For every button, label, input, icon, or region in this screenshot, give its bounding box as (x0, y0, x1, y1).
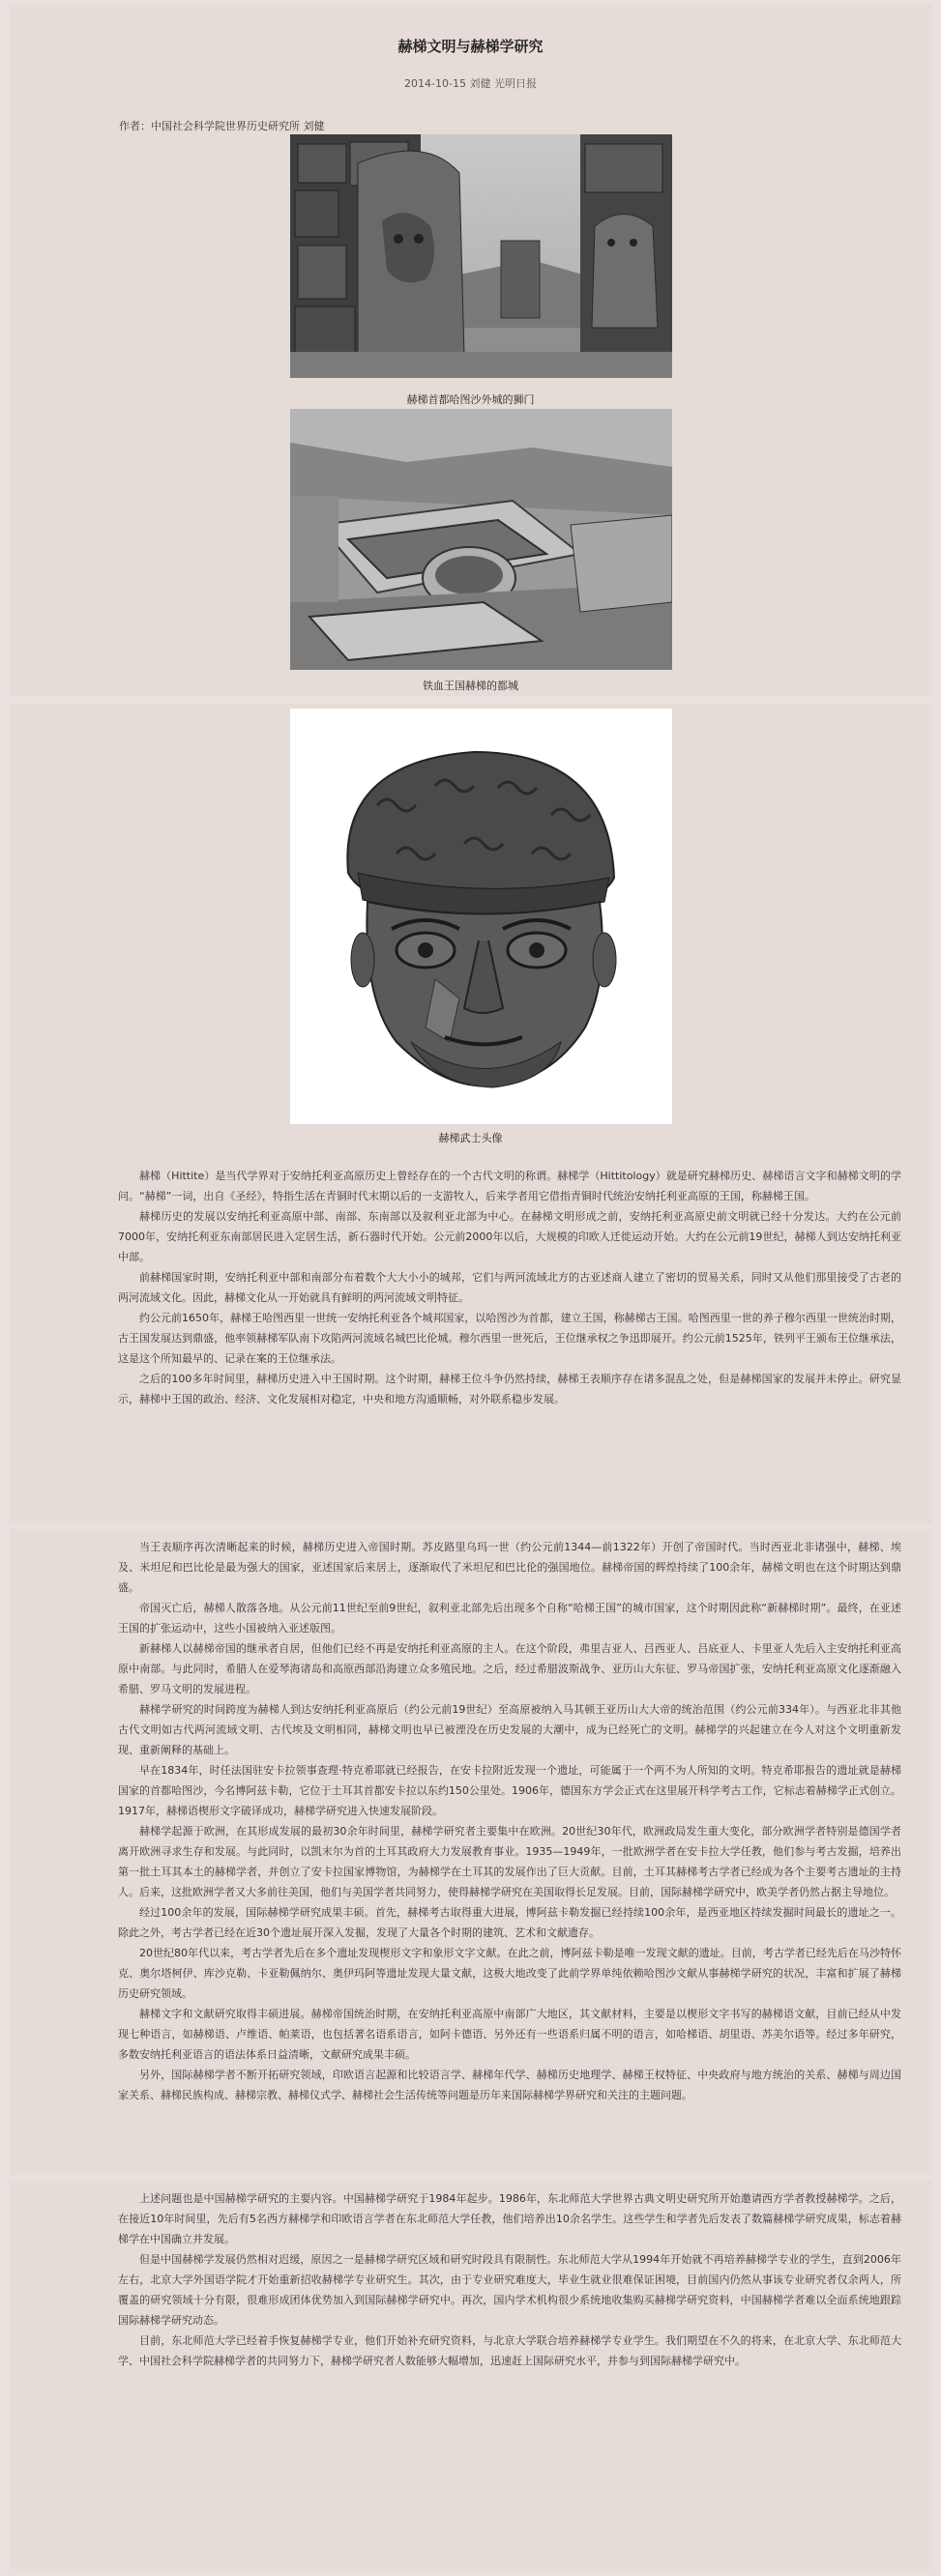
article-author: 作者：中国社会科学院世界历史研究所 刘健 (119, 120, 325, 132)
paragraph: 新赫梯人以赫梯帝国的继承者自居，但他们已经不再是安纳托利亚高原的主人。在这个阶段，弗里吉亚人、吕西亚人、吕底亚人、卡里亚人先后入主安纳托利亚高原中南部。与此同时，希腊人在爱琴海诸岛和高原西部沿海建立众多殖民地。之后，经过希腊波斯战争、亚历山大东征、罗马帝国扩张，安纳托利亚高原文化逐渐融入希腊、罗马文明的发展进程。 (118, 1642, 901, 1695)
article-section-3 (10, 2181, 931, 2569)
paragraph: 经过100余年的发展，国际赫梯学研究成果丰硕。首先，赫梯考古取得重大进展，博阿兹卡勒发掘已经持续100余年，是西亚地区持续发掘时间最长的遗址之一。除此之外，考古学者已经在近30个遗址展开深入发掘，发现了大量各个时期的建筑、艺术和文献遗存。 (118, 1906, 901, 1939)
paragraph: 赫梯历史的发展以安纳托利亚高原中部、南部、东南部以及叙利亚北部为中心。在赫梯文明形成之前，安纳托利亚高原史前文明就已经十分发达。大约在公元前7000年，安纳托利亚东南部居民进入定居生活，新石器时代开始。公元前2000年以后，大规模的印欧人迁徙运动开始。大约在公元前19世纪，赫梯人到达安纳托利亚中部。 (118, 1210, 901, 1263)
paragraph: 但是中国赫梯学发展仍然相对迟缓，原因之一是赫梯学研究区域和研究时段具有限制性。东北师范大学从1994年开始就不再培养赫梯学专业的学生，直到2006年左右，北京大学外国语学院才开始重新招收赫梯学专业研究生。其次，由于专业研究难度大，毕业生就业很难保证困境，目前国内仍然从事该专业研究者仅余两人，所覆盖的研究领域十分有限，很难形成团体优势加入到国际赫梯学研究中。再次，国内学术机构很少系统地收集购买赫梯学研究资料，中国赫梯学者难以全面系统地跟踪国际赫梯学研究动态。 (118, 2253, 901, 2327)
article-section-1 (10, 704, 931, 1523)
paragraph: 赫梯学研究的时间跨度为赫梯人到达安纳托利亚高原后（约公元前19世纪）至高原被纳入马其顿王亚历山大大帝的统治范围（约公元前334年）。与西亚北非其他古代文明如古代两河流域文明、古代埃及文明相同，赫梯文明也早已被湮没在历史发展的大潮中，成为已经死亡的文明。赫梯学的兴起建立在今人对这个文明重新发现、重新阐释的基础上。 (118, 1703, 901, 1756)
section-2-text (118, 1537, 901, 2105)
paragraph: 前赫梯国家时期，安纳托利亚中部和南部分布着数个大大小小的城邦，它们与两河流域北方的古亚述商人建立了密切的贸易关系，同时又从他们那里接受了古老的两河流域文化。因此，赫梯文化从一开始就具有鲜明的两河流域文明特征。 (118, 1271, 901, 1304)
paragraph: 当王表顺序再次清晰起来的时候，赫梯历史进入帝国时期。苏皮路里乌玛一世（约公元前1344—前1322年）开创了帝国时代。当时西亚北非诸强中，赫梯、埃及、米坦尼和巴比伦是最为强大的国家，亚述国家后来居上，逐渐取代了米坦尼和巴比伦的强国地位。赫梯帝国的辉煌持续了100余年，赫梯文明也在这个时期达到鼎盛。 (118, 1541, 901, 1594)
paragraph: 赫梯学起源于欧洲，在其形成发展的最初30余年时间里，赫梯学研究者主要集中在欧洲。20世纪30年代，欧洲政局发生重大变化，部分欧洲学者特别是德国学者离开欧洲寻求生存和发展。与此同时，以凯末尔为首的土耳其政府大力发展教育事业。1935—1949年，一批欧洲学者在安卡拉大学任教，他们参与考古发掘，培养出第一批土耳其本土的赫梯学者，并创立了安卡拉国家博物馆，为赫梯学在土耳其的发展作出了巨大贡献。目前，土耳其赫梯考古学者已经成为各个主要考古遗址的主持人。后来，这批欧洲学者又大多前往美国，他们与美国学者共同努力，使得赫梯学研究在美国取得长足发展。目前，国际赫梯学研究中，欧美学者仍然占据主导地位。 (118, 1825, 901, 1898)
paragraph: 20世纪80年代以来，考古学者先后在多个遗址发现楔形文字和象形文字文献。在此之前，博阿兹卡勒是唯一发现文献的遗址。目前，考古学者已经先后在马沙特怀克、奥尔塔柯伊、库沙克勒、卡亚勒佩纳尔、奥伊玛阿等遗址发现大量文献，这极大地改变了此前学界单纯依赖哈图沙文献从事赫梯学研究的状况，丰富和扩展了赫梯历史研究领域。 (118, 1947, 901, 2000)
paragraph: 上述问题也是中国赫梯学研究的主要内容。中国赫梯学研究于1984年起步。1986年，东北师范大学世界古典文明史研究所开始邀请西方学者教授赫梯学。之后，在接近10年时间里，先后有5名西方赫梯学和印欧语言学者在东北师范大学任教，他们培养出10余名学生。这些学生和学者先后发表了数篇赫梯学研究成果，标志着赫梯学在中国确立并发展。 (118, 2192, 901, 2245)
capital-caption: 铁血王国赫梯的都城 (423, 680, 518, 692)
article-header-panel (10, 5, 931, 696)
paragraph: 帝国灭亡后，赫梯人散落各地。从公元前11世纪至前9世纪，叙利亚北部先后出现多个自称“哈梯王国”的城市国家，这个时期因此称“新赫梯时期”。最终，在亚述王国的扩张运动中，这些小国被纳入亚述版图。 (118, 1602, 901, 1635)
warrior-head-photo (290, 709, 672, 1124)
article-title: 赫梯文明与赫梯学研究 (397, 38, 544, 55)
paragraph: 另外，国际赫梯学者不断开拓研究领域，印欧语言起源和比较语言学、赫梯年代学、赫梯历史地理学、赫梯王权特征、中央政府与地方统治的关系、赫梯与周边国家关系、赫梯民族构成、赫梯宗教、赫梯仪式学、赫梯社会生活传统等问题是历年来国际赫梯学界研究和关注的主题问题。 (118, 2069, 901, 2101)
section-3-text (118, 2188, 901, 2371)
paragraph: 约公元前1650年，赫梯王哈图西里一世统一安纳托利亚各个城邦国家，以哈图沙为首都，建立王国，称赫梯古王国。哈图西里一世的养子穆尔西里一世统治时期，古王国发展达到鼎盛，他率领赫梯军队南下攻陷两河流域名城巴比伦城。穆尔西里一世死后，王位继承权之争迅即展开。约公元前1525年，铁列平王颁布王位继承法，这是这个所知最早的、记录在案的王位继承法。 (118, 1312, 901, 1365)
article-section-2 (10, 1529, 931, 2175)
section-1-text (118, 1166, 901, 1409)
paragraph: 目前，东北师范大学已经着手恢复赫梯学专业，他们开始补充研究资料，与北京大学联合培养赫梯学专业学生。我们期望在不久的将来，在北京大学、东北师范大学、中国社会科学院赫梯学者的共同努力下，赫梯学研究者人数能够大幅增加，迅速赶上国际研究水平，并参与到国际赫梯学研究中。 (118, 2334, 901, 2367)
article-meta: 2014-10-15 刘健 光明日报 (404, 77, 537, 90)
paragraph: 早在1834年，时任法国驻安卡拉领事查理·特克希耶就已经报告，在安卡拉附近发现一个遗址，可能属于一个两不为人所知的文明。特克希耶报告的遗址就是赫梯国家的首都哈图沙，今名博阿兹卡勒，它位于土耳其首都安卡拉以东约150公里处。1906年，德国东方学会正式在这里展开科学考古工作，它标志着赫梯学正式创立。1917年，赫梯语楔形文字破译成功，赫梯学研究进入快速发展阶段。 (118, 1764, 901, 1817)
paragraph: 赫梯（Hittite）是当代学界对于安纳托利亚高原历史上曾经存在的一个古代文明的称谓。赫梯学（Hittitology）就是研究赫梯历史、赫梯语言文字和赫梯文明的学问。“赫梯”一词，出自《圣经》，特指生活在青铜时代末期以后的一支游牧人，后来学者用它借指青铜时代统治安纳托利亚高原的王国，称赫梯王国。 (118, 1170, 901, 1202)
hittite-capital-photo (290, 409, 672, 670)
lion-gate-caption: 赫梯首都哈图沙外城的狮门 (406, 393, 535, 406)
paragraph: 赫梯文字和文献研究取得丰硕进展。赫梯帝国统治时期，在安纳托利亚高原中南部广大地区，其文献材料，主要是以楔形文字书写的赫梯语文献，目前已经从中发现七种语言，如赫梯语、卢维语、帕莱语，也包括著名语系语言，如阿卡德语、另外还有一些语系归属不明的语言，如哈梯语、胡里语、苏美尔语等。经过多年研究，多数安纳托利亚语言的语法体系日益清晰，文献研究成果丰硕。 (118, 2008, 901, 2061)
paragraph: 之后的100多年时间里，赫梯历史进入中王国时期。这个时期，赫梯王位斗争仍然持续，赫梯王表顺序存在诸多混乱之处，但是赫梯国家的发展并未停止。研究显示，赫梯中王国的政治、经济、文化发展相对稳定，中央和地方沟通顺畅，对外联系稳步发展。 (118, 1373, 901, 1405)
warrior-head-caption: 赫梯武士头像 (438, 1132, 503, 1144)
lion-gate-photo (290, 134, 672, 378)
